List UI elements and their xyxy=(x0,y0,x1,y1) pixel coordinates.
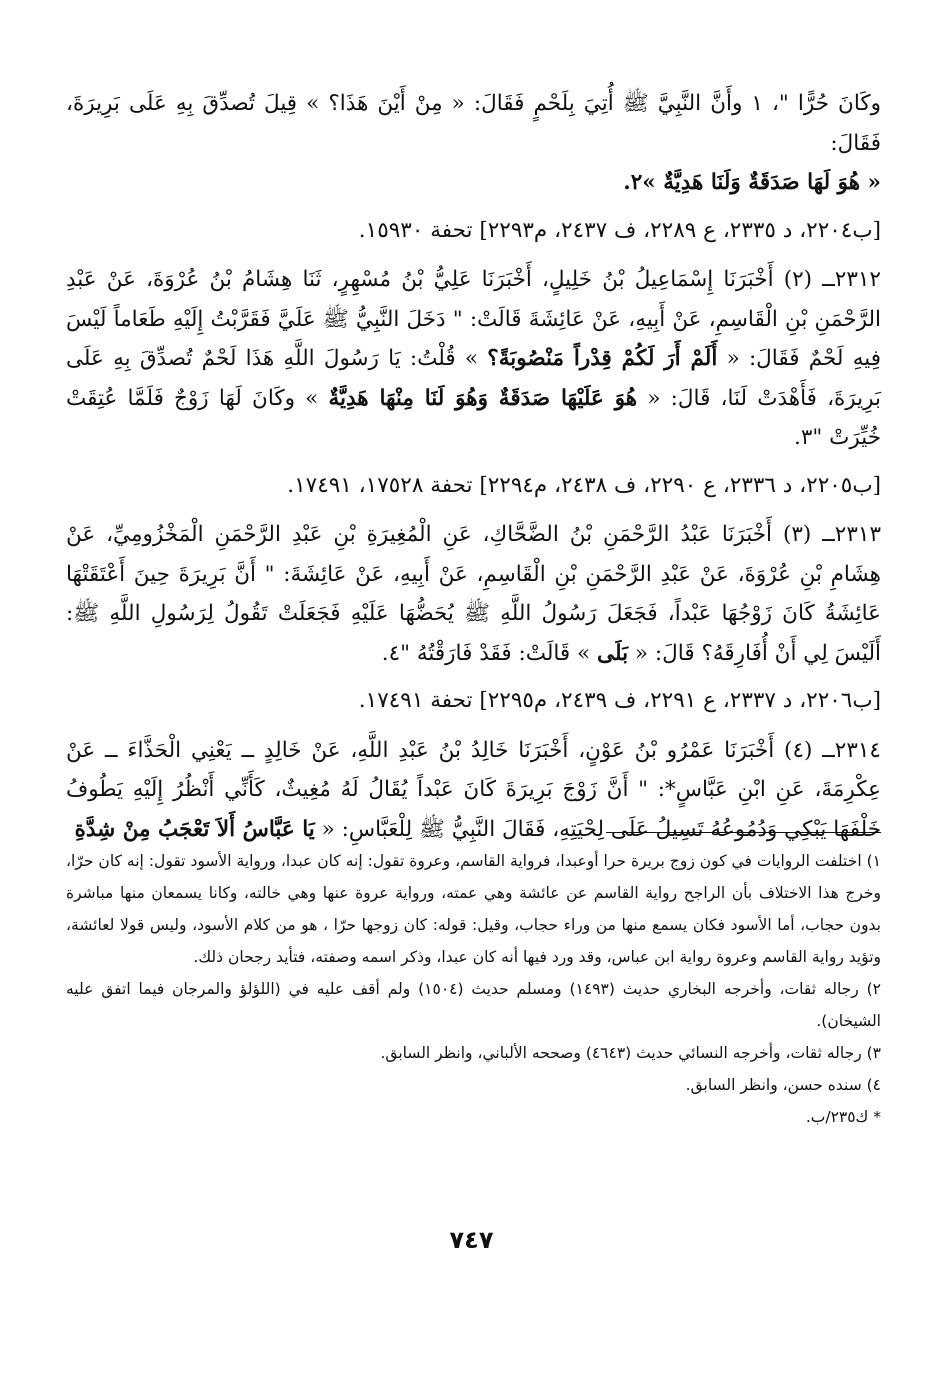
prophet-quote: « هُوَ لَهَا صَدَقَةٌ وَلَنَا هَدِيَّةٌ »٢. xyxy=(623,170,881,195)
prophet-quote: بَلَى xyxy=(597,640,629,666)
hadith-text: » قُلْتُ: يَا رَسُولَ اللَّهِ هَذَا لَحْمٌ تُصدِّقَ بِهِ عَلَى بَرِيرَةَ، فَأَهْدَتْ لَنَا، قَالَ: « xyxy=(66,346,881,411)
reference-line: [ب٢٢٠٤، د ٢٣٣٥، ع ٢٢٨٩، ف ٢٤٣٧، م٢٢٩٣] تحفة ١٥٩٣٠. xyxy=(358,217,881,243)
paragraph-intro xyxy=(66,84,881,203)
hadith-2313 xyxy=(66,515,881,673)
prophet-quote: أَلَمْ أَرَ لَكُمْ قِدْراً مَنْصُوبَةً؟ xyxy=(487,346,718,371)
hadith-number: ٢٣١٣ــ (٣) xyxy=(782,522,881,547)
hadith-number: ٢٣١٢ــ (٢) xyxy=(783,267,881,292)
hadith-text: » قَالَتْ: فَقَدْ فَارَقْتُهُ "٤. xyxy=(381,640,591,666)
hadith-2312 xyxy=(66,260,881,458)
reference-line: [ب٢٢٠٦، د ٢٣٣٧، ع ٢٢٩١، ف ٢٤٣٩، م٢٢٩٥] تحفة ١٧٤٩١. xyxy=(358,688,881,713)
hadith-number: ٢٣١٤ــ (٤) xyxy=(784,737,881,763)
page-number: ٧٤٧ xyxy=(449,1226,494,1254)
footnote-divider xyxy=(606,832,881,833)
footnote-item: ٣) رجاله ثقات، وأخرجه النسائي حديث (٤٦٤٣) وصححه الألباني، وانظر السابق. xyxy=(380,1044,881,1062)
prophet-quote: يَا عَبَّاسُ أَلاَ تَعْجَبُ مِنْ شِدَّةِ xyxy=(74,816,315,842)
footnote-item: * ك٢٣٥/ب. xyxy=(805,1108,881,1126)
footnote-item: ٢) رجاله ثقات، وأخرجه البخاري حديث (١٤٩٣) ومسلم حديث (١٥٠٤) ولم أقف عليه في (اللؤلؤ والمرجان فيما اتفق عليه الشيخان). xyxy=(66,980,881,1030)
reference-line: [ب٢٢٠٥، د ٢٣٣٦، ع ٢٢٩٠، ف ٢٤٣٨، م٢٢٩٤] تحفة ١٧٥٢٨، ١٧٤٩١. xyxy=(287,472,881,498)
hadith-text: أَخْبَرَنَا عَبْدُ الرَّحْمَنِ بْنُ الضَّحَّاكِ، عَنِ الْمُغِيرَةِ بْنِ عَبْدِ الرَّحْمَنِ الْمَخْزُومِيِّ، عَنْ هِشَامِ بْنِ عُرْوَةَ، عَنْ عَبْدِ الرَّحْمَنِ بْنِ الْقَاسِمِ، عَنْ أَبِيهِ، عَنْ عَائِشَةَ: " أَنَّ بَرِيرَةَ حِينَ أَعْتَقَتْهَا عَائِشَةُ كَانَ زَوْجُهَا عَبْداً، فَجَعَلَ رَسُولُ اللَّهِ ﷺ يُحَضُّهَا عَلَيْهِ فَجَعَلَتْ تَقُولُ لِرَسُولِ اللَّهِ ﷺ: أَلَيْسَ لِي أَنْ أُفَارِقَهُ؟ قَالَ: « xyxy=(66,522,881,666)
hadith-text: أَخْبَرَنَا إِسْمَاعِيلُ بْنُ خَلِيلٍ، أَخْبَرَنَا عَلِيُّ بْنُ مُسْهِرٍ، ثَنَا هِشَامُ بْنُ عُرْوَةَ، عَنْ عَبْدِ الرَّحْمَنِ بْنِ الْقَاسِمِ، عَنْ أَبِيهِ، عَنْ عَائِشَةَ قَالَتْ: " دَخَلَ النَّبِيُّ ﷺ عَلَيَّ فَقَرَّبْتُ إِلَيْهِ طَعَاماً لَيْسَ فِيهِ لَحْمٌ فَقَالَ: « xyxy=(66,267,881,371)
prophet-quote: هُوَ عَلَيْهَا صَدَقَةٌ وَهُوَ لَنَا مِنْهَا هَدِيَّةٌ xyxy=(328,385,638,411)
footnotes xyxy=(66,845,881,1133)
main-text xyxy=(66,84,881,857)
hadith-text: أَخْبَرَنَا عَمْرُو بْنُ عَوْنٍ، أَخْبَرَنَا خَالِدُ بْنُ عَبْدِ اللَّهِ، عَنْ خَالِدٍ ــ يَعْنِي الْحَذَّاءَ ــ عَنْ عِكْرِمَةَ، عَنِ ابْنِ عَبَّاسٍ*: " أَنَّ زَوْجَ بَرِيرَةَ كَانَ عَبْداً يُقَالُ لَهُ مُغِيثٌ، كَأَنِّي أَنْظُرُ إِلَيْهِ يَطُوفُ خَلْفَهَا يَبْكِي وَدُمُوعُهُ تَسِيلُ عَلَى لِحْيَتِهِ، فَقَالَ النَّبِيُّ ﷺ لِلْعَبَّاسِ: « xyxy=(66,737,881,842)
footnote-item: ١) اختلفت الروايات في كون زوج بريرة حرا أوعبدا، فرواية القاسم، وعروة تقول: إنه كان عبدا، ورواية الأسود تقول: إنه كان حرّا، وخرج هذا الاختلاف بأن الراجح رواية القاسم عن عائشة وهي عمته، ورواية عروة عنها وهي خالته، وكانا يسمعان منها مباشرة بدون حجاب، أما الأسود فكان يسمع منها من وراء حجاب، وقيل: قوله: كان زوجها حرّا ، هو من كلام الأسود، وليس قولا لعائشة، وتؤيد رواية القاسم وعروة رواية ابن عباس، وقد ورد فيها أنه كان عبدا، وذكر اسمه وصفته، فتأيد رجحان ذلك. xyxy=(66,852,881,966)
hadith-text: » وكَانَ لَهَا زَوْجٌ فَلَمَّا عُتِقَتْ خُيِّرَتْ "٣. xyxy=(66,385,881,450)
footnote-item: ٤) سنده حسن، وانظر السابق. xyxy=(685,1076,881,1094)
intro-line: وكَانَ حُرًّا "، ١ وأَنَّ النَّبِيَّ ﷺ أُتِيَ بِلَحْمٍ فَقَالَ: « مِنْ أَيْنَ هَذَا؟ » قِيلَ تُصدِّقَ بِهِ عَلَى بَرِيرَةَ، فَقَالَ: xyxy=(66,91,881,156)
